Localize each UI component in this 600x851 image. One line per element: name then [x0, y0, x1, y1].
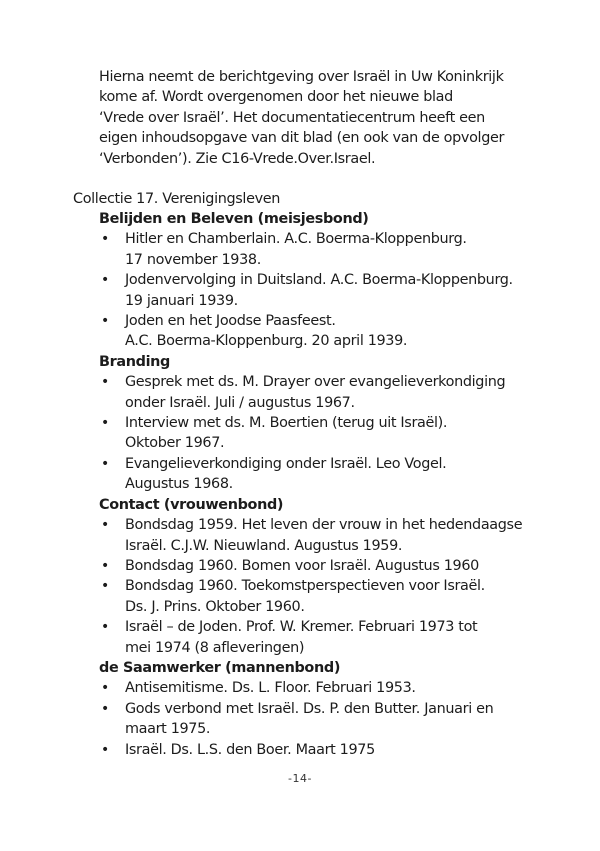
- list-item-text: 19 januari 1939.: [125, 292, 238, 309]
- list-item-text: Antisemitisme. Ds. L. Floor. Februari 1953.: [125, 680, 416, 697]
- list-item-text: A.C. Boerma-Kloppenburg. 20 april 1939.: [125, 333, 408, 350]
- list-item: [99, 229, 559, 270]
- list-item-text: Gesprek met ds. M. Drayer over evangelieverkondiging: [125, 374, 506, 391]
- list-item: [99, 311, 559, 352]
- list-item-text: mei 1974 (8 afleveringen): [125, 639, 305, 656]
- sections-list: [99, 209, 559, 760]
- list-item-text: Israël. C.J.W. Nieuwland. Augustus 1959.: [125, 537, 403, 554]
- list-item: [99, 678, 559, 698]
- bullet-icon: •: [101, 313, 109, 330]
- bullet-icon: •: [101, 231, 109, 248]
- list-item: [99, 372, 559, 413]
- list-item-text: 17 november 1938.: [125, 251, 261, 268]
- section-heading: Branding: [99, 353, 171, 370]
- section-list: [99, 372, 559, 494]
- list-item: [99, 740, 559, 760]
- list-item-text: Jodenvervolging in Duitsland. A.C. Boerma-Kloppenburg.: [125, 272, 513, 289]
- section-list: [99, 515, 559, 658]
- list-item: [99, 270, 559, 311]
- section-heading: Contact (vrouwenbond): [99, 496, 284, 513]
- bullet-icon: •: [101, 374, 109, 391]
- intro-line: ‘Verbonden’). Zie C16-Vrede.Over.Israel.: [99, 150, 376, 167]
- list-item: [99, 617, 559, 658]
- list-item-text: Oktober 1967.: [125, 435, 225, 452]
- list-item-text: Joden en het Joodse Paasfeest.: [125, 313, 336, 330]
- list-item: [99, 454, 559, 495]
- list-item: [99, 576, 559, 617]
- list-item-text: Evangelieverkondiging onder Israël. Leo Vogel.: [125, 455, 447, 472]
- section-list: [99, 229, 559, 351]
- list-item-text: onder Israël. Juli / augustus 1967.: [125, 394, 355, 411]
- collection-title: Collectie 17. Verenigingsleven: [73, 191, 281, 207]
- intro-line: ‘Vrede over Israël’. Het documentatiecentrum heeft een: [99, 109, 485, 126]
- list-item-text: Bondsdag 1959. Het leven der vrouw in het hedendaagse: [125, 517, 523, 534]
- section-heading: Belijden en Beleven (meisjesbond): [99, 211, 369, 227]
- bullet-icon: •: [101, 619, 109, 636]
- section-heading: de Saamwerker (mannenbond): [99, 659, 341, 676]
- list-item-text: Augustus 1968.: [125, 476, 233, 493]
- list-item: [99, 413, 559, 454]
- bullet-icon: •: [101, 578, 109, 595]
- list-item-text: Hitler en Chamberlain. A.C. Boerma-Kloppenburg.: [125, 231, 467, 248]
- bullet-icon: •: [101, 680, 109, 697]
- bullet-icon: •: [101, 700, 109, 717]
- list-item-text: Israël – de Joden. Prof. W. Kremer. Februari 1973 tot: [125, 619, 478, 636]
- list-item: [99, 556, 559, 576]
- bullet-icon: •: [101, 415, 109, 432]
- list-item-text: Ds. J. Prins. Oktober 1960.: [125, 598, 305, 615]
- section-list: [99, 678, 559, 760]
- page-number: -14-: [288, 772, 312, 785]
- list-item-text: Israël. Ds. L.S. den Boer. Maart 1975: [125, 741, 375, 758]
- list-item-text: Gods verbond met Israël. Ds. P. den Butter. Januari en: [125, 700, 494, 717]
- intro-line: Hierna neemt de berichtgeving over Israël in Uw Koninkrijk: [99, 69, 504, 85]
- list-item: [99, 515, 559, 556]
- intro-paragraph: [99, 67, 549, 169]
- bullet-icon: •: [101, 517, 109, 534]
- list-item-text: Bondsdag 1960. Toekomstperspectieven voor Israël.: [125, 578, 485, 595]
- bullet-icon: •: [101, 741, 109, 758]
- bullet-icon: •: [101, 455, 109, 472]
- list-item: [99, 699, 559, 740]
- bullet-icon: •: [101, 272, 109, 289]
- bullet-icon: •: [101, 557, 109, 574]
- list-item-text: maart 1975.: [125, 721, 211, 738]
- intro-line: kome af. Wordt overgenomen door het nieuwe blad: [99, 89, 453, 106]
- list-item-text: Interview met ds. M. Boertien (terug uit Israël).: [125, 415, 448, 432]
- intro-line: eigen inhoudsopgave van dit blad (en ook van de opvolger: [99, 130, 505, 147]
- list-item-text: Bondsdag 1960. Bomen voor Israël. Augustus 1960: [125, 557, 479, 574]
